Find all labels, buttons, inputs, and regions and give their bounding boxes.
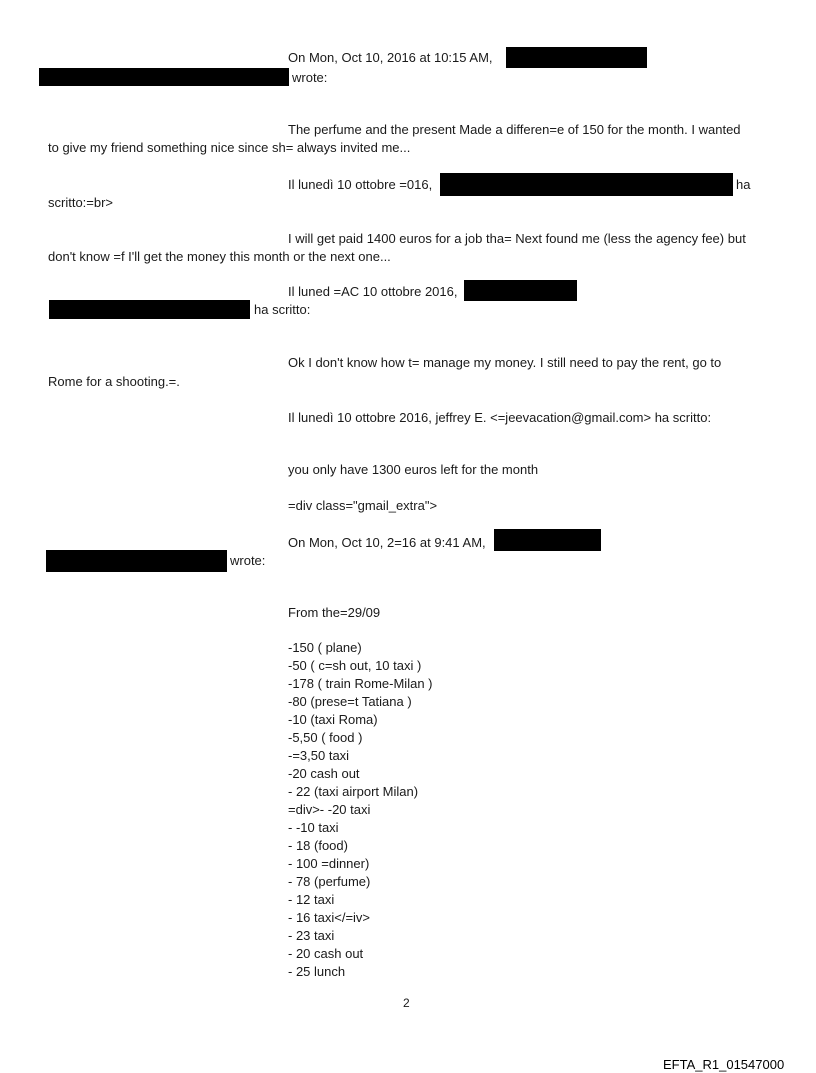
expense-item: - 100 =dinner) [288,856,370,871]
expense-item: - 20 cash out [288,946,364,961]
redaction-box [49,300,250,319]
redaction-box [464,280,577,301]
redaction-box [39,68,289,86]
redaction-box [440,173,733,196]
expense-list [288,640,433,982]
expense-item: - 23 taxi [288,928,335,943]
expense-item: -5,50 ( food ) [288,730,363,745]
expense-item: -178 ( train Rome-Milan ) [288,676,433,691]
m2-scritto: scritto:=br> [48,195,114,210]
m5-from: From the=29/09 [288,605,381,620]
m1-body-line-1: The perfume and the present Made a differen=e of 150 for the month. I wanted [288,122,741,137]
document-id: EFTA_R1_01547000 [663,1057,785,1072]
redaction-box [506,47,647,68]
expense-item: - 18 (food) [288,838,348,853]
expense-item: -80 (prese=t Tatiana ) [288,694,412,709]
m3-body-line-1: Ok I don't know how t= manage my money. I still need to pay the rent, go to [288,355,722,370]
m2-header: Il lunedì 10 ottobre =016, [288,177,433,192]
page-number: 2 [403,996,410,1010]
expense-item: -10 (taxi Roma) [288,712,378,727]
m3-scritto: ha scritto: [254,302,311,317]
expense-item: -50 ( c=sh out, 10 taxi ) [288,658,422,673]
expense-item: - 12 taxi [288,892,335,907]
m2-body-line-1: I will get paid 1400 euros for a job tha= Next found me (less the agency fee) but [288,231,746,246]
expense-item: - 22 (taxi airport Milan) [288,784,419,799]
m3-body-line-2: Rome for a shooting.=. [48,374,180,389]
redaction-box [494,529,601,551]
m5-header: On Mon, Oct 10, 2=16 at 9:41 AM, [288,535,486,550]
m4-body-line-1: you only have 1300 euros left for the month [288,462,539,477]
expense-item: -20 cash out [288,766,360,781]
m4-header: Il lunedì 10 ottobre 2016, jeffrey E. <=jeevacation@gmail.com> ha scritto: [288,410,712,425]
expense-item: - 25 lunch [288,964,346,979]
expense-item: =div>- -20 taxi [288,802,371,817]
m1-wrote: wrote: [292,70,328,85]
m2-ha: ha [736,177,751,192]
m4-body-line-2: =div class="gmail_extra"> [288,498,438,513]
expense-item: -=3,50 taxi [288,748,350,763]
expense-item: - -10 taxi [288,820,339,835]
expense-item: - 78 (perfume) [288,874,371,889]
m2-body-line-2: don't know =f I'll get the money this month or the next one... [48,249,391,264]
redaction-box [46,550,227,572]
expense-item: -150 ( plane) [288,640,362,655]
expense-item: - 16 taxi</=iv> [288,910,371,925]
m3-header: Il luned =AC 10 ottobre 2016, [288,284,458,299]
m1-header: On Mon, Oct 10, 2016 at 10:15 AM, [288,50,493,65]
m1-body-line-2: to give my friend something nice since sh= always invited me... [48,140,411,155]
m5-wrote: wrote: [230,553,266,568]
